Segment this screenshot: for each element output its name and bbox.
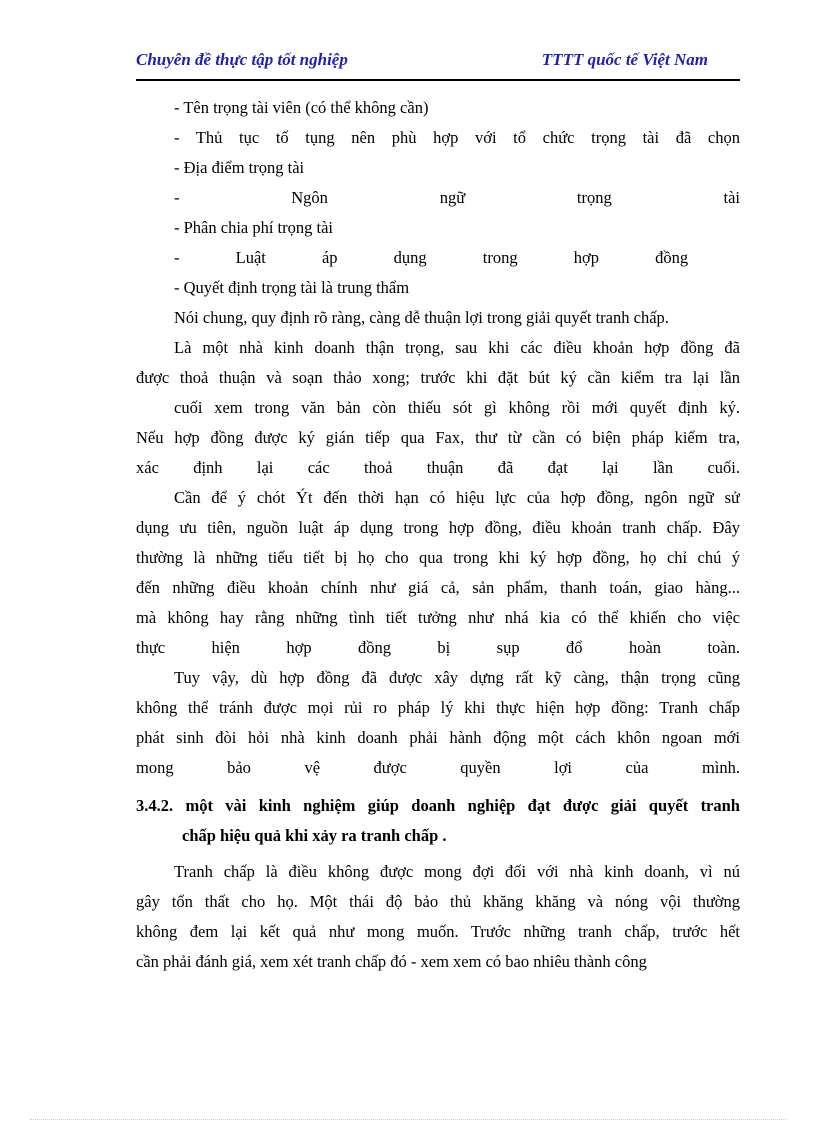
header-divider — [136, 79, 740, 81]
paragraph-line: cần phải đánh giá, xem xét tranh chấp đó - xem xem có bao nhiêu thành công — [136, 952, 647, 971]
footer-divider — [30, 1119, 786, 1120]
paragraph-line: Nếu hợp đồng được ký gián tiếp qua Fax, thư từ cần có biện pháp kiểm tra, — [136, 428, 740, 447]
list-item — [136, 243, 740, 273]
page-header — [136, 46, 740, 74]
paragraph-line: được thoả thuận và soạn thảo xong; trước khi đặt bút ký cần kiểm tra lại lần — [136, 368, 740, 387]
list-item — [136, 183, 740, 213]
paragraph-line: phát sinh đòi hỏi nhà kinh doanh phải hành động một cách khôn ngoan mới — [136, 728, 740, 747]
paragraph-line: xác định lại các thoả thuận đã đạt lại lần cuối. — [136, 458, 740, 477]
paragraph-line: thực hiện hợp đồng bị sụp đổ hoàn toàn. — [136, 638, 740, 657]
paragraph-line: không đem lại kết quả như mong muốn. Trước những tranh chấp, trước hết — [136, 922, 740, 941]
paragraph-line: thường là những tiểu tiết bị họ cho qua trong khi ký hợp đồng, họ chỉ chú ý — [136, 548, 740, 567]
list-item: - Tên trọng tài viên (có thể không cần) — [174, 98, 429, 117]
list-item: - Phân chia phí trọng tài — [174, 218, 334, 237]
list-item: - Thủ tục tố tụng nên phù hợp với tổ chức trọng tài đã chọn — [174, 128, 740, 147]
list-item-text: - Luật áp dụng trong hợp đồng — [174, 248, 689, 267]
paragraph-line: Tuy vậy, dù hợp đồng đã được xây dựng rất kỹ càng, thận trọng cũng — [174, 668, 740, 687]
paragraph-line: Cần để ý chót Ýt đến thời hạn có hiệu lực của hợp đồng, ngôn ngữ sử — [174, 488, 740, 507]
list-item-text: - Ngôn ngữ trọng tài — [174, 188, 740, 207]
paragraph-line: đến những điều khoản chính như giá cả, sản phẩm, thanh toán, giao hàng... — [136, 578, 740, 597]
paragraph-line: dụng ưu tiên, nguồn luật áp dụng trong hợp đồng, điều khoản tranh chấp. Đây — [136, 518, 740, 537]
document-body — [136, 93, 740, 977]
paragraph-line: cuối xem trong văn bản còn thiếu sót gì không rồi mới quyết định ký. — [174, 398, 740, 417]
paragraph-line: không thể tránh được mọi rủi ro pháp lý khi thực hiện hợp đồng: Tranh chấp — [136, 698, 740, 717]
paragraph-line: mà không hay rằng những tình tiết tưởng như nhá kia có thể khiến cho việc — [136, 608, 740, 627]
paragraph-line: Tranh chấp là điều không được mong đợi đối với nhà kinh doanh, vì nú — [174, 862, 740, 881]
header-document-title: Chuyên đề thực tập tốt nghiệp — [136, 50, 348, 69]
paragraph-line: mong bảo vệ được quyền lợi của mình. — [136, 758, 740, 777]
section-heading: 3.4.2. một vài kinh nghiệm giúp doanh nghiệp đạt được giải quyết tranh — [136, 796, 740, 815]
list-item: - Địa điểm trọng tài — [174, 158, 305, 177]
section-heading-continuation: chấp hiệu quả khi xảy ra tranh chấp . — [182, 826, 447, 845]
paragraph-line: Là một nhà kinh doanh thận trọng, sau khi các điều khoản hợp đồng đã — [174, 338, 740, 357]
list-item: - Quyết định trọng tài là trung thẩm — [174, 278, 410, 297]
header-organization: TTTT quốc tế Việt Nam — [541, 50, 708, 69]
paragraph-line: Nói chung, quy định rõ ràng, càng dễ thuận lợi trong giải quyết tranh chấp. — [174, 308, 669, 327]
paragraph-line: gây tổn thất cho họ. Một thái độ bảo thủ khăng khăng và nóng vội thường — [136, 892, 740, 911]
